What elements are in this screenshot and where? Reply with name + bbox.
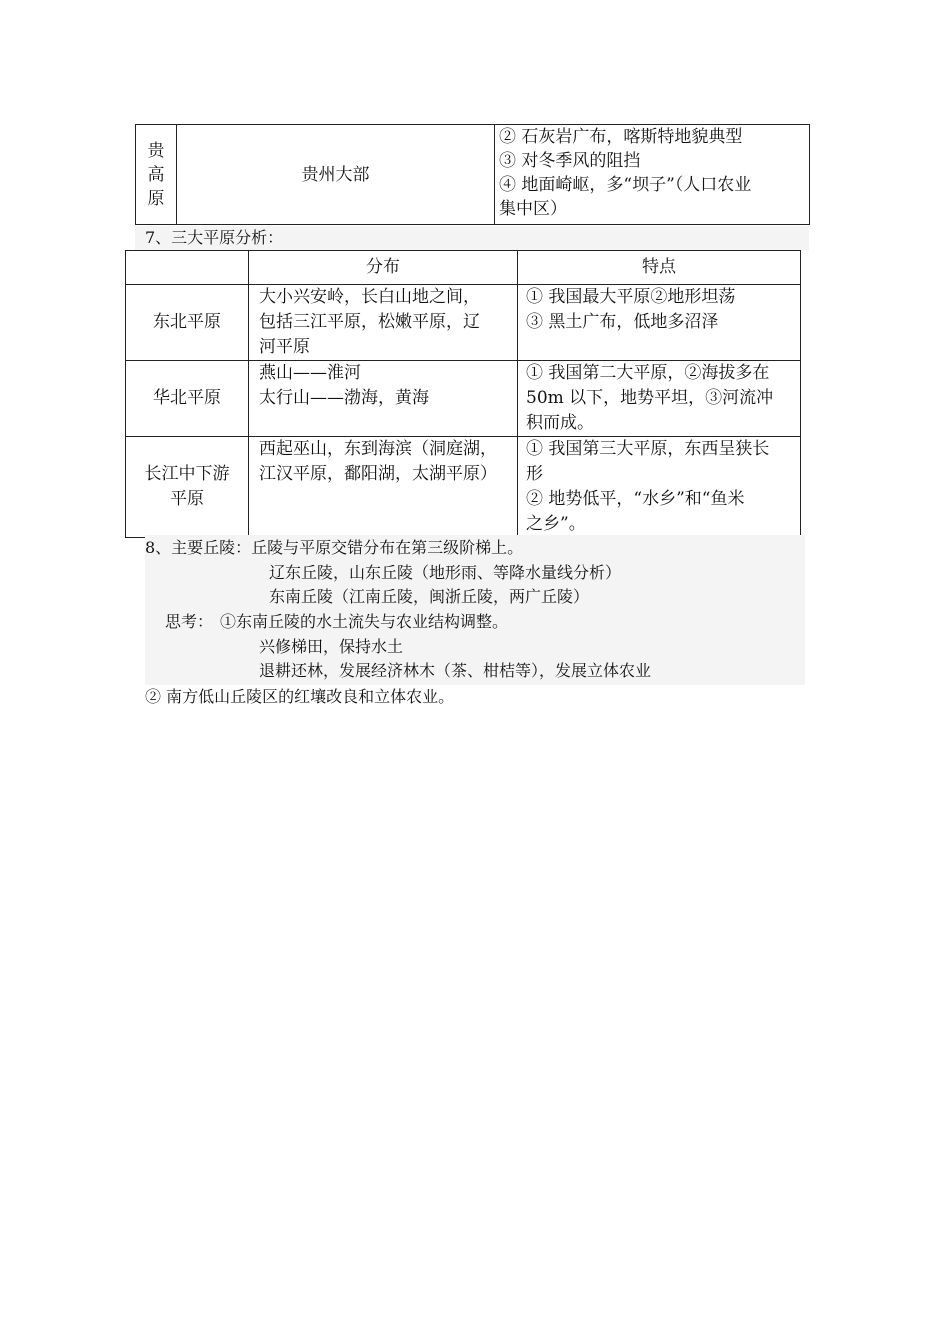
table-row: [126, 361, 801, 437]
feature-line: ② 石灰岩广布，喀斯特地貌典型: [499, 127, 743, 147]
plateau-table: [135, 124, 810, 225]
plain-features: ① 我国第三大平原，东西呈狭长 形 ② 地势低平，“水乡”和“鱼米 之乡”。: [518, 437, 801, 538]
plain-distribution: 大小兴安岭，长白山地之间， 包括三江平原，松嫩平原，辽 河平原: [249, 285, 518, 361]
think-item-1: ①东南丘陵的水土流失与农业结构调整。: [220, 612, 509, 631]
feature-line: 集中区）: [499, 199, 567, 219]
header-empty: [126, 251, 249, 285]
think-item-1b: 退耕还林，发展经济林木（茶、柑桔等），发展立体农业: [259, 661, 652, 680]
distribution-cell: 贵州大部: [177, 125, 495, 225]
hills-line-1: 辽东丘陵，山东丘陵（地形雨、等降水量线分析）: [269, 563, 622, 582]
plains-table: [125, 250, 801, 538]
think-item-1a: 兴修梯田，保持水土: [259, 637, 404, 656]
plain-distribution: 西起巫山，东到海滨（洞庭湖， 江汉平原，鄱阳湖，太湖平原）: [249, 437, 518, 538]
think-item-2: ② 南方低山丘陵区的红壤改良和立体农业。: [145, 687, 455, 706]
section-8-heading: 8、主要丘陵：丘陵与平原交错分布在第三级阶梯上。: [145, 538, 524, 557]
plain-name: 长江中下游 平原: [126, 437, 249, 538]
plain-features: ① 我国第二大平原，②海拔多在 50m 以下，地势平坦，③河流冲 积而成。: [518, 361, 801, 437]
region-char: 原: [147, 188, 165, 209]
table-row: [126, 437, 801, 538]
section-7-heading: 7、三大平原分析：: [135, 226, 809, 250]
plain-name: 华北平原: [126, 361, 249, 437]
think-label: 思考：: [165, 612, 214, 631]
hills-line-2: 东南丘陵（江南丘陵，闽浙丘陵，两广丘陵）: [269, 587, 590, 606]
table-header-row: [126, 251, 801, 285]
table-row: [126, 285, 801, 361]
features-cell: [495, 125, 810, 225]
plain-distribution: 燕山——淮河 太行山——渤海，黄海: [249, 361, 518, 437]
table-row: [136, 125, 810, 225]
region-char: 高: [147, 164, 165, 185]
region-name-cell: [136, 125, 177, 225]
feature-line: ③ 对冬季风的阻挡: [499, 151, 641, 171]
header-distribution: 分布: [249, 251, 518, 285]
header-features: 特点: [518, 251, 801, 285]
feature-line: ④ 地面崎岖，多“坝子”（人口农业: [499, 175, 752, 195]
region-char: 贵: [147, 140, 165, 161]
plain-name: 东北平原: [126, 285, 249, 361]
plain-features: ① 我国最大平原②地形坦荡 ③ 黑土广布，低地多沼泽: [518, 285, 801, 361]
